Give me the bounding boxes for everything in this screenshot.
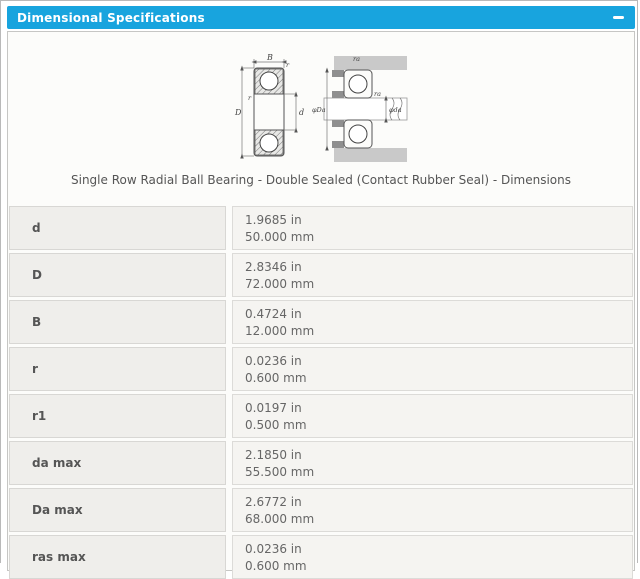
- spec-value: [232, 488, 633, 532]
- spec-value-in: 0.4724 in: [245, 307, 302, 321]
- cross-section-view: [234, 54, 304, 156]
- table-row: [9, 300, 633, 344]
- mounted-view: [312, 55, 407, 162]
- spec-value-mm: 12.000 mm: [245, 323, 315, 338]
- panel-title: Dimensional Specifications: [17, 10, 205, 25]
- table-row: [9, 441, 633, 485]
- dim-label-r-top: r: [285, 61, 289, 69]
- spec-label: d: [9, 206, 226, 250]
- spec-value-mm: 0.600 mm: [245, 370, 307, 385]
- spec-value: [232, 441, 633, 485]
- spec-label: ras max: [9, 535, 226, 579]
- dim-label-r-inner: r: [247, 94, 251, 102]
- dim-label-d: d: [298, 108, 304, 117]
- spec-label: da max: [9, 441, 226, 485]
- bearing-diagram: [8, 54, 634, 164]
- spec-value-mm: 68.000 mm: [245, 511, 315, 526]
- spec-value: [232, 535, 633, 579]
- spec-label: D: [9, 253, 226, 297]
- table-row: [9, 488, 633, 532]
- spec-value-mm: 0.600 mm: [245, 558, 307, 573]
- spec-value-in: 2.6772 in: [245, 495, 302, 509]
- spec-value-in: 0.0236 in: [245, 354, 302, 368]
- dim-label-B: B: [266, 54, 273, 62]
- spec-value-mm: 0.500 mm: [245, 417, 307, 432]
- spec-value: [232, 206, 633, 250]
- spec-value: [232, 300, 633, 344]
- spec-label: B: [9, 300, 226, 344]
- table-row: [9, 394, 633, 438]
- table-row: [9, 347, 633, 391]
- spec-value-mm: 72.000 mm: [245, 276, 315, 291]
- spec-value-mm: 50.000 mm: [245, 229, 315, 244]
- diagram-caption: Single Row Radial Ball Bearing - Double Sealed (Contact Rubber Seal) - Dimensions: [71, 173, 571, 187]
- table-row: [9, 206, 633, 250]
- bearing-drawing-svg: [234, 54, 409, 164]
- dim-label-ra-mid: ra: [373, 90, 381, 98]
- spec-value-mm: 55.500 mm: [245, 464, 315, 479]
- spec-value: [232, 394, 633, 438]
- spec-value: [232, 347, 633, 391]
- collapse-button[interactable]: [611, 11, 625, 25]
- spec-value-in: 1.9685 in: [245, 213, 302, 227]
- spec-label: r: [9, 347, 226, 391]
- table-row: [9, 535, 633, 579]
- dim-label-ra-top: ra: [352, 55, 360, 63]
- dim-label-D: D: [234, 108, 241, 117]
- dim-label-phiDa: φDa: [311, 106, 326, 114]
- spec-value-in: 2.8346 in: [245, 260, 302, 274]
- table-row: [9, 253, 633, 297]
- spec-table: [9, 206, 633, 579]
- dim-label-phida: φda: [388, 106, 402, 114]
- spec-label: Da max: [9, 488, 226, 532]
- minus-icon: [613, 16, 624, 19]
- spec-value-in: 0.0197 in: [245, 401, 302, 415]
- panel-body: [7, 31, 635, 571]
- spec-value-in: 2.1850 in: [245, 448, 302, 462]
- panel-header: [7, 6, 635, 29]
- spec-value-in: 0.0236 in: [245, 542, 302, 556]
- spec-value: [232, 253, 633, 297]
- spec-label: r1: [9, 394, 226, 438]
